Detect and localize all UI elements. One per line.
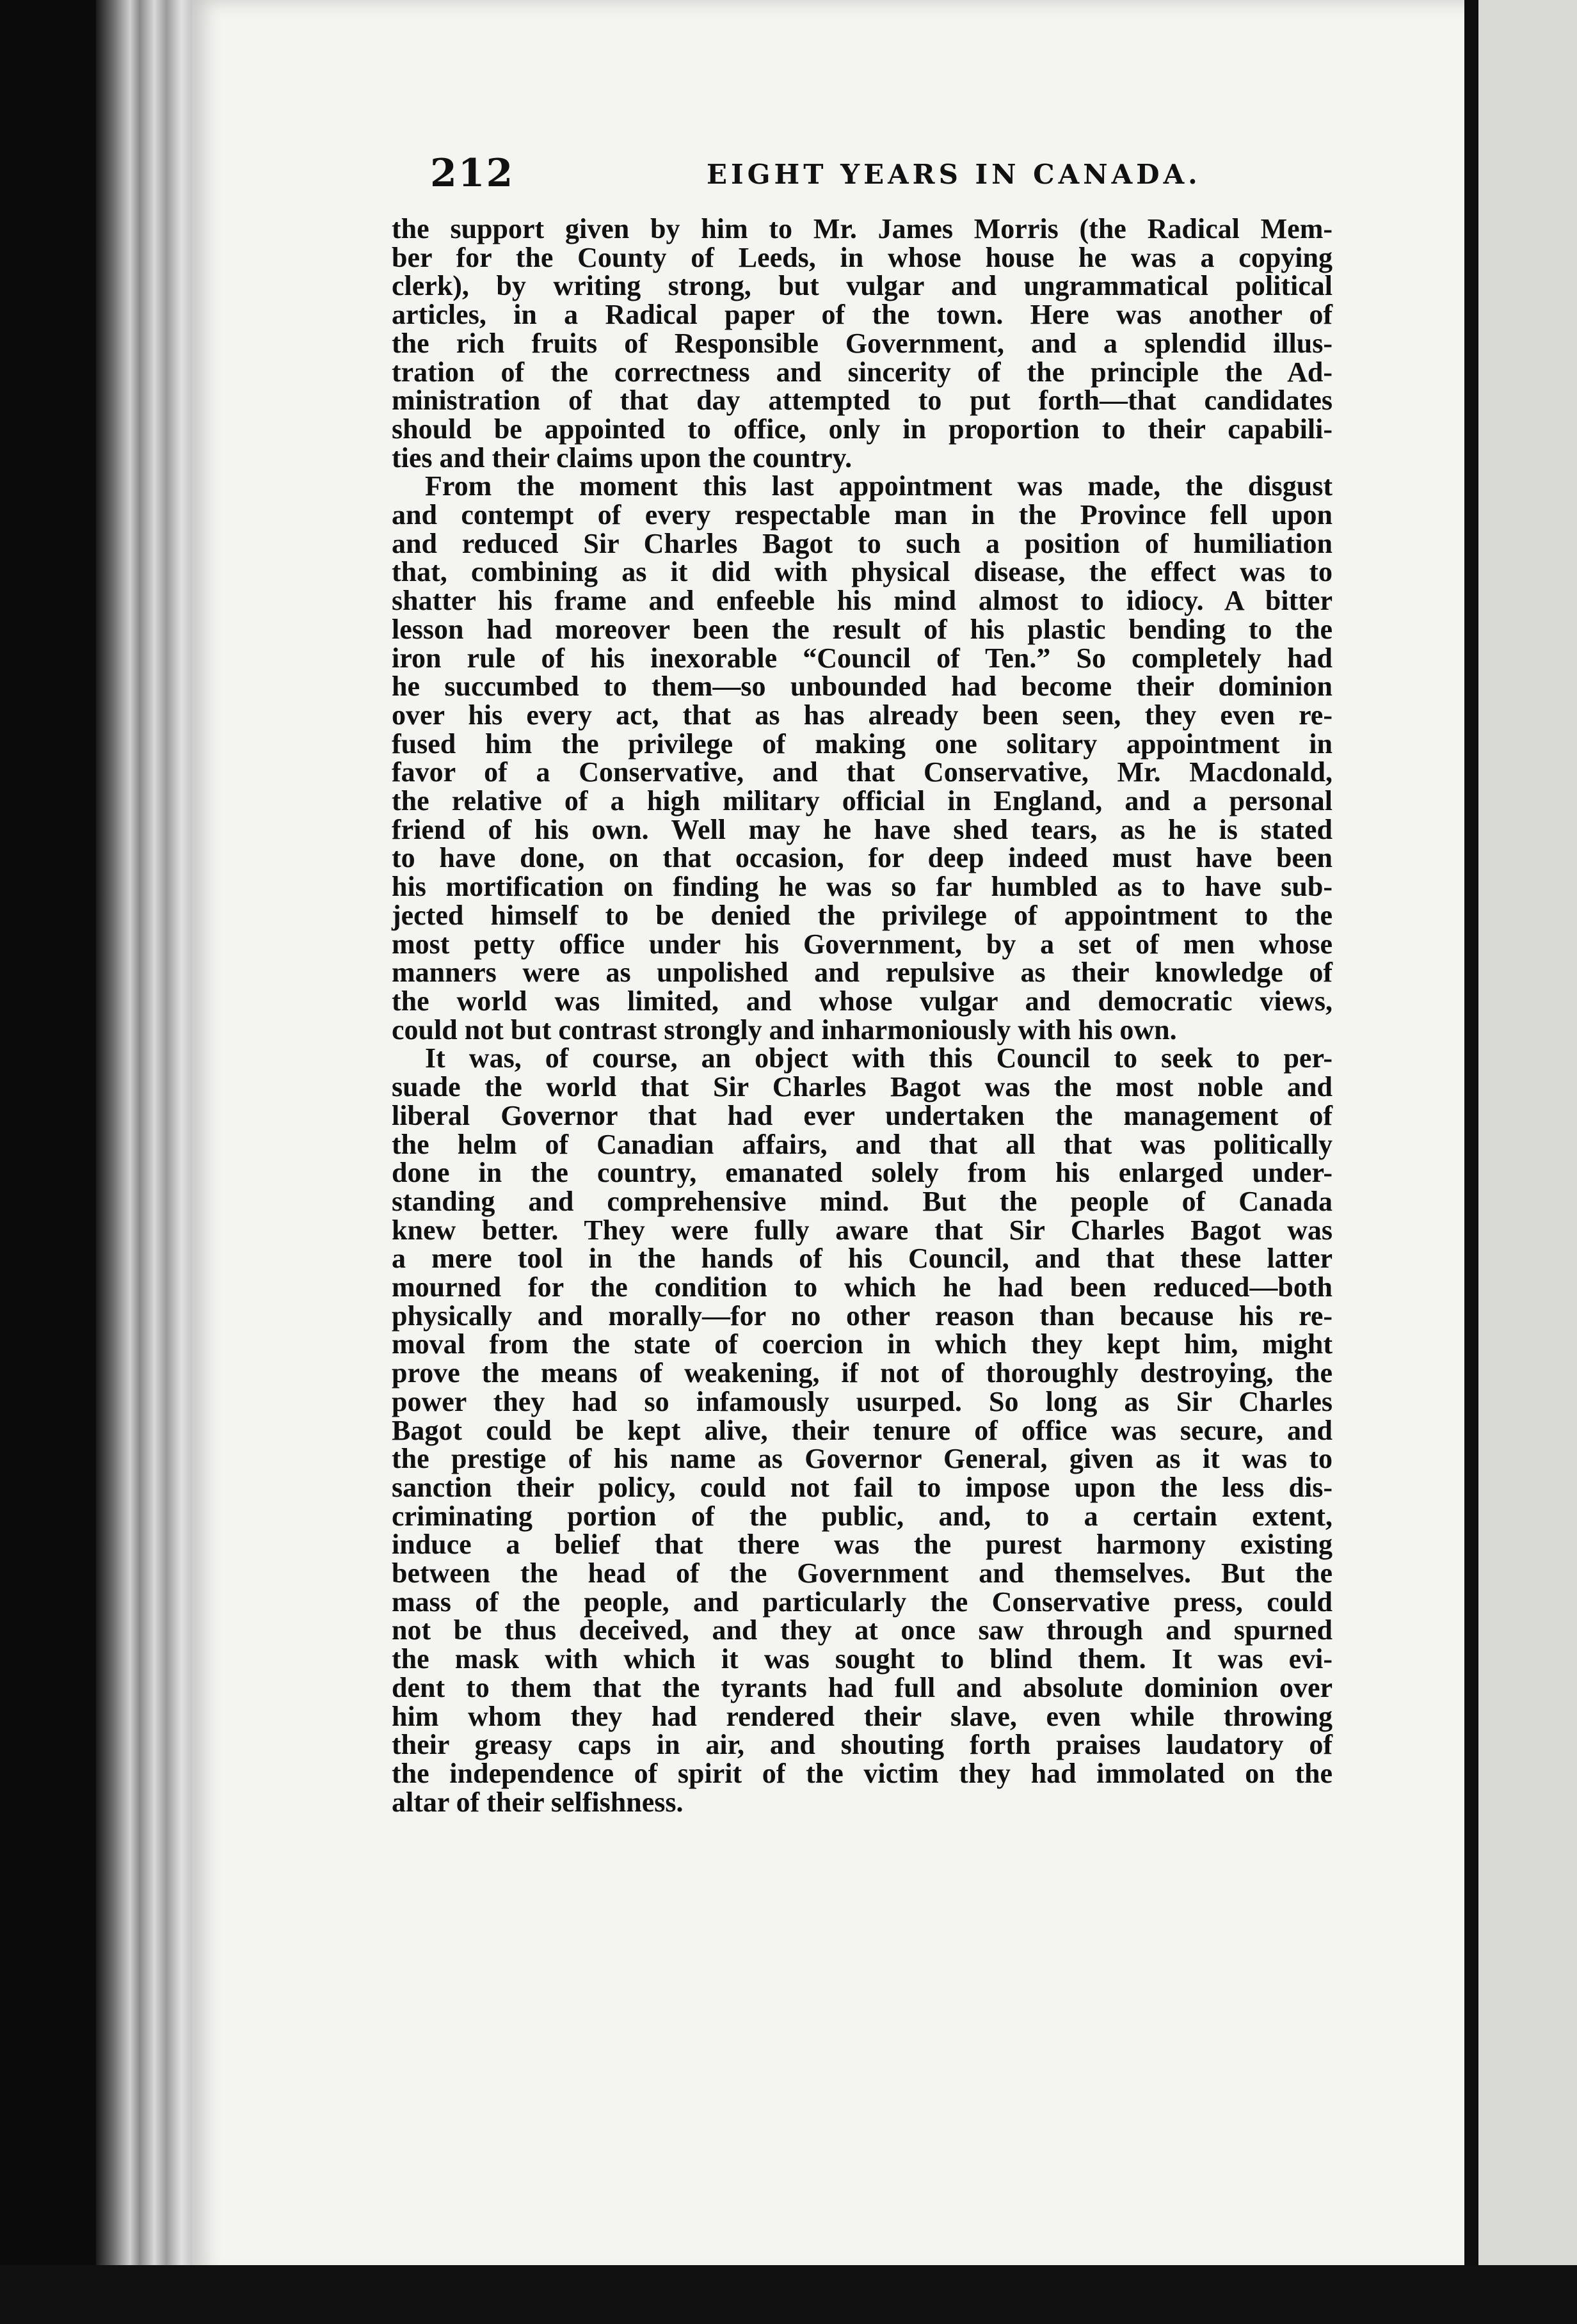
text-line: the world was limited, and whose vulgar and democratic views, bbox=[392, 985, 1333, 1017]
text-line: manners were as unpolished and repulsive as their knowledge of bbox=[392, 957, 1333, 989]
text-line: criminating portion of the public, and, to a certain extent, bbox=[392, 1500, 1333, 1532]
text-line: suade the world that Sir Charles Bagot was the most noble and bbox=[392, 1071, 1333, 1103]
text-line: the support given by him to Mr. James Morris (the Radical Mem- bbox=[392, 213, 1333, 244]
text-line: that, combining as it did with physical disease, the effect was to bbox=[392, 556, 1333, 588]
text-line: a mere tool in the hands of his Council, and that these latter bbox=[392, 1243, 1333, 1275]
text-line: altar of their selfishness. bbox=[392, 1786, 684, 1818]
text-line: ties and their claims upon the country. bbox=[392, 442, 853, 474]
text-line: From the moment this last appointment was made, the disgust bbox=[425, 470, 1333, 502]
text-line: moval from the state of coercion in which they kept him, might bbox=[392, 1328, 1333, 1360]
text-line: not be thus deceived, and they at once saw through and spurned bbox=[392, 1614, 1333, 1646]
text-line: friend of his own. Well may he have shed tears, as he is stated bbox=[392, 813, 1333, 845]
text-line: Bagot could be kept alive, their tenure of office was secure, and bbox=[392, 1414, 1333, 1446]
text-line: most petty office under his Government, by a set of men whose bbox=[392, 928, 1333, 960]
text-line: over his every act, that as has already been seen, they even re- bbox=[392, 699, 1333, 731]
text-line: iron rule of his inexorable “Council of Ten.” So completely had bbox=[392, 642, 1333, 674]
running-header bbox=[430, 151, 1352, 202]
text-line: shatter his frame and enfeeble his mind almost to idiocy. A bitter bbox=[392, 585, 1333, 617]
paragraph-3 bbox=[392, 1044, 1333, 1817]
text-line: and contempt of every respectable man in the Province fell upon bbox=[392, 499, 1333, 531]
paragraph-1 bbox=[392, 215, 1333, 472]
text-line: the mask with which it was sought to blind them. It was evi- bbox=[392, 1643, 1333, 1675]
text-line: and reduced Sir Charles Bagot to such a position of humiliation bbox=[392, 527, 1333, 559]
text-line: physically and morally—for no other reason than because his re- bbox=[392, 1300, 1333, 1332]
scan-bottom-border bbox=[0, 2265, 1577, 2324]
text-line: liberal Governor that had ever undertaken the management of bbox=[392, 1099, 1333, 1131]
text-line: fused him the privilege of making one solitary appointment in bbox=[392, 728, 1333, 760]
text-line: clerk), by writing strong, but vulgar and ungrammatical political bbox=[392, 270, 1333, 302]
text-line: should be appointed to office, only in proportion to their capabili- bbox=[392, 413, 1333, 445]
text-line: It was, of course, an object with this Council to seek to per- bbox=[425, 1042, 1333, 1074]
text-line: articles, in a Radical paper of the town. Here was another of bbox=[392, 299, 1333, 331]
text-line: sanction their policy, could not fail to impose upon the less dis- bbox=[392, 1471, 1333, 1503]
text-line: favor of a Conservative, and that Conservative, Mr. Macdonald, bbox=[392, 756, 1333, 788]
running-title: EIGHT YEARS IN CANADA. bbox=[707, 159, 1201, 190]
text-line: their greasy caps in air, and shouting forth praises laudatory of bbox=[392, 1729, 1333, 1761]
text-line: the rich fruits of Responsible Government, and a splendid illus- bbox=[392, 327, 1333, 359]
text-line: his mortification on finding he was so far humbled as to have sub- bbox=[392, 871, 1333, 903]
text-line: mourned for the condition to which he had been reduced—both bbox=[392, 1271, 1333, 1303]
text-line: done in the country, emanated solely from his enlarged under- bbox=[392, 1157, 1333, 1189]
page-number: 212 bbox=[430, 151, 515, 196]
text-line: between the head of the Government and themselves. But the bbox=[392, 1557, 1333, 1589]
text-line: power they had so infamously usurped. So long as Sir Charles bbox=[392, 1385, 1333, 1417]
text-line: tration of the correctness and sincerity of the principle the Ad- bbox=[392, 356, 1333, 388]
text-line: knew better. They were fully aware that Sir Charles Bagot was bbox=[392, 1214, 1333, 1246]
page-right-edge-shadow bbox=[1464, 0, 1478, 2284]
text-line: the prestige of his name as Governor General, given as it was to bbox=[392, 1443, 1333, 1475]
text-line: the relative of a high military official in England, and a personal bbox=[392, 785, 1333, 817]
text-line: prove the means of weakening, if not of thoroughly destroying, the bbox=[392, 1357, 1333, 1389]
paragraph-2 bbox=[392, 472, 1333, 1044]
text-line: jected himself to be denied the privilege of appointment to the bbox=[392, 899, 1333, 931]
text-line: the helm of Canadian affairs, and that all that was politically bbox=[392, 1128, 1333, 1160]
body-text bbox=[392, 215, 1333, 1817]
text-line: ber for the County of Leeds, in whose house he was a copying bbox=[392, 241, 1333, 273]
text-line: standing and comprehensive mind. But the people of Canada bbox=[392, 1185, 1333, 1217]
text-line: him whom they had rendered their slave, even while throwing bbox=[392, 1700, 1333, 1732]
text-line: ministration of that day attempted to put forth—that candidates bbox=[392, 385, 1333, 417]
text-line: dent to them that the tyrants had full and absolute dominion over bbox=[392, 1671, 1333, 1703]
text-line: induce a belief that there was the purest harmony existing bbox=[392, 1529, 1333, 1561]
text-line: mass of the people, and particularly the Conservative press, could bbox=[392, 1586, 1333, 1618]
text-line: lesson had moreover been the result of his plastic bending to the bbox=[392, 613, 1333, 645]
text-line: the independence of spirit of the victim they had immolated on the bbox=[392, 1757, 1333, 1789]
adjacent-page-strip bbox=[1478, 0, 1577, 2324]
text-line: he succumbed to them—so unbounded had become their dominion bbox=[392, 671, 1333, 703]
text-line: to have done, on that occasion, for deep indeed must have been bbox=[392, 842, 1333, 874]
text-line: could not but contrast strongly and inharmoniously with his own. bbox=[392, 1014, 1177, 1046]
